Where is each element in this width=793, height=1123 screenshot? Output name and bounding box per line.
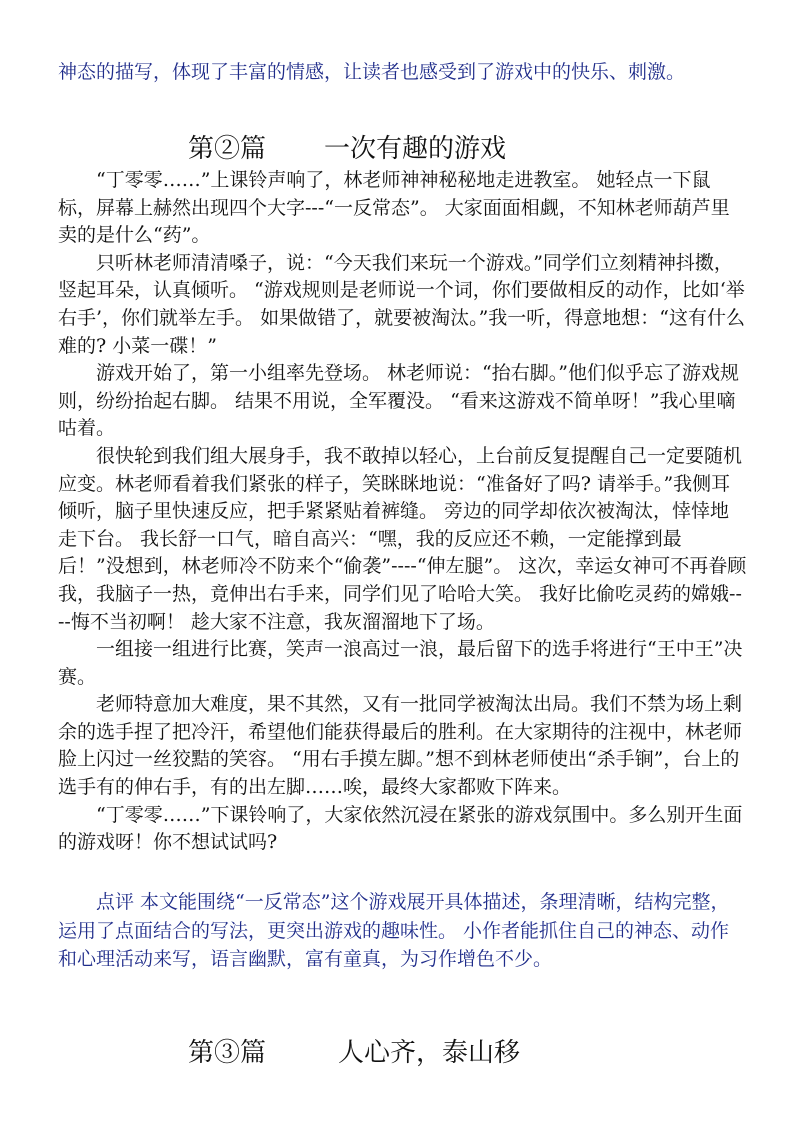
article-2-paragraph-3: 游戏开始了，第一小组率先登场。 林老师说：“抬右脚。”他们似乎忘了游戏规则，纷纷抬起右脚。 结果不用说，全军覆没。 “看来这游戏不简单呀！”我心里嘀咕着。: [58, 362, 739, 440]
article-2-title: 一次有趣的游戏: [324, 134, 507, 164]
article-2-paragraph-1: “丁零零……”上课铃声响了，林老师神神秘秘地走进教室。 她轻点一下鼠标，屏幕上赫然出现四个大字---“一反常态”。 大家面面相觑，不知林老师葫芦里卖的是什么“药”。: [58, 169, 730, 247]
previous-comment-tail: 神态的描写，体现了丰富的情感，让读者也感受到了游戏中的快乐、刺激。: [58, 61, 686, 83]
article-2-paragraph-2: 只听林老师清清嗓子，说：“今天我们来玩一个游戏。”同学们立刻精神抖擞，竖起耳朵，认真倾听。 “游戏规则是老师说一个词，你们要做相反的动作，比如‘举右手’，你们就举左手。 如果做错了，就要被淘汰。”我一听，得意地想：“这有什么难的? 小菜一碟！”: [58, 251, 746, 357]
article-3-number: 第③篇: [188, 1038, 267, 1068]
article-2-comment: [58, 888, 748, 974]
article-3-heading: [188, 1037, 520, 1069]
article-2-paragraph-4: 很快轮到我们组大展身手，我不敢掉以轻心，上台前反复提醒自己一定要随机应变。林老师看着我们紧张的样子，笑眯眯地说：“准备好了吗? 请举手。”我侧耳倾听，脑子里快速反应，把手紧紧贴着裤缝。 旁边的同学却依次被淘汰，悻悻地走下台。 我长舒一口气，暗自高兴：“嘿，我的反应还不赖，一定能撑到最后！”没想到，林老师冷不防来个“偷袭”----“伸左腿”。 这次，幸运女神可不再眷顾我，我脑子一热，竟伸出右手来，同学们见了哈哈大笑。 我好比偷吃灵药的嫦娥----悔不当初啊！ 趁大家不注意，我灰溜溜地下了场。: [58, 444, 747, 633]
article-3-title: 人心齐，泰山移: [338, 1038, 521, 1068]
article-2-comment-text: 点评 本文能围绕“一反常态”这个游戏展开具体描述，条理清晰，结构完整，运用了点面结合的写法，更突出游戏的趣味性。 小作者能抓住自己的神态、动作和心理活动来写，语言幽默，富有童真，为习作增色不少。: [58, 891, 730, 970]
article-2-paragraph-7: “丁零零……”下课铃响了，大家依然沉浸在紧张的游戏氛围中。多么别开生面的游戏呀！你不想试试吗?: [58, 803, 743, 854]
article-2-body: [58, 167, 748, 857]
article-2-paragraph-5: 一组接一组进行比赛，笑声一浪高过一浪，最后留下的选手将进行“王中王”决赛。: [58, 638, 743, 688]
article-2-number: 第②篇: [188, 134, 267, 164]
article-2-heading: [188, 133, 506, 165]
article-2-paragraph-6: 老师特意加大难度，果不其然，又有一批同学被淘汰出局。我们不禁为场上剩余的选手捏了把冷汗，希望他们能获得最后的胜利。在大家期待的注视中，林老师脸上闪过一丝狡黠的笑容。 “用右手摸左脚。”想不到林老师使出“杀手锏”，台上的选手有的伸右手，有的出左脚……唉，最终大家都败下阵来。: [58, 693, 743, 799]
